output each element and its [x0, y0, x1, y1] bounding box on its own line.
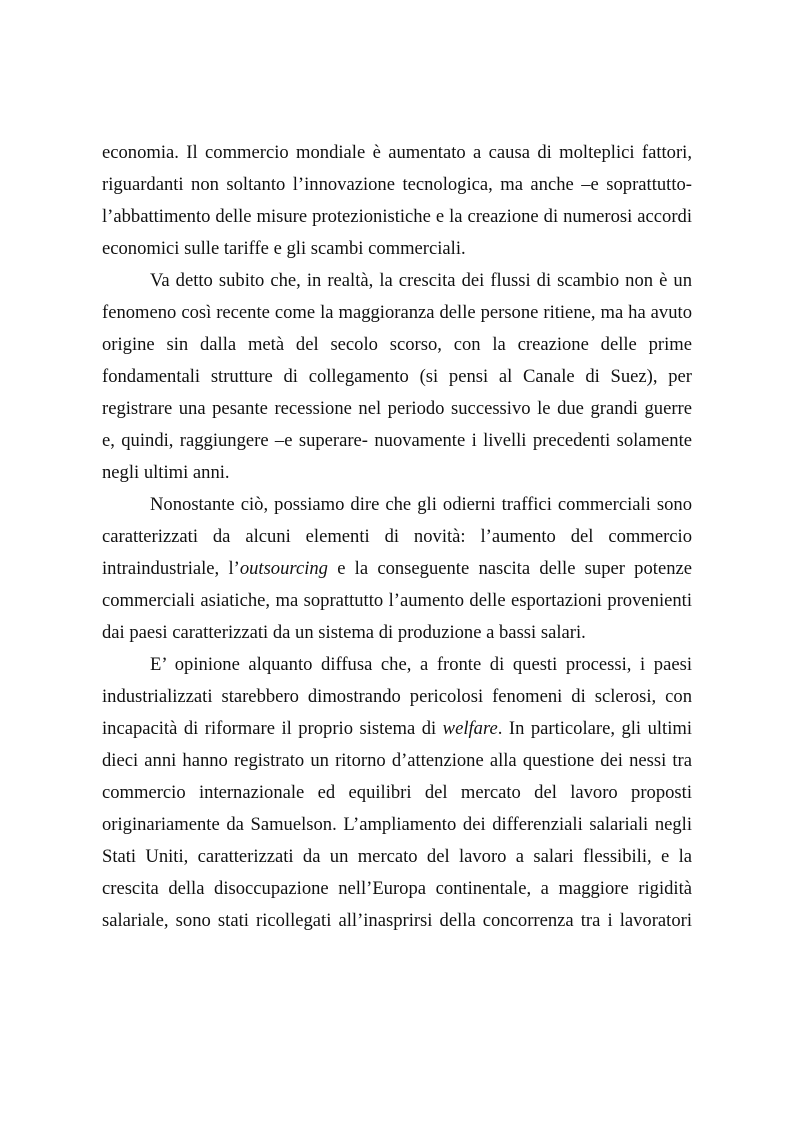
- text-line-with-emphasis: [102, 553, 692, 585]
- paragraph-3: [102, 489, 692, 649]
- paragraph-4: [102, 649, 692, 937]
- paragraph-1: [102, 137, 692, 265]
- text-segment: e la conseguente nascita delle super potenze: [327, 558, 692, 579]
- text-line: dieci anni hanno registrato un ritorno d’attenzione alla questione dei nessi tra: [102, 750, 692, 771]
- text-line-with-emphasis: [102, 713, 692, 745]
- text-line: e, quindi, raggiungere –e superare- nuovamente i livelli precedenti solamente: [102, 430, 692, 451]
- paragraph-2: [102, 265, 692, 489]
- document-body: [102, 137, 692, 937]
- text-line: negli ultimi anni.: [102, 462, 230, 483]
- emphasized-term: welfare: [442, 718, 498, 739]
- text-line: crescita della disoccupazione nell’Europa continentale, a maggiore rigidità: [102, 878, 692, 899]
- text-segment: . In particolare, gli ultimi: [497, 718, 692, 739]
- text-line: economici sulle tariffe e gli scambi commerciali.: [102, 238, 466, 259]
- text-line: Va detto subito che, in realtà, la crescita dei flussi di scambio non è un: [150, 270, 692, 291]
- text-segment: intraindustriale, l’: [102, 558, 240, 579]
- text-line: Nonostante ciò, possiamo dire che gli odierni traffici commerciali sono: [150, 494, 692, 515]
- text-line: Stati Uniti, caratterizzati da un mercato del lavoro a salari flessibili, e la: [102, 846, 692, 867]
- text-line: commerciali asiatiche, ma soprattutto l’aumento delle esportazioni provenienti: [102, 590, 692, 611]
- text-line: originariamente da Samuelson. L’ampliamento dei differenziali salariali negli: [102, 814, 692, 835]
- text-line: caratterizzati da alcuni elementi di novità: l’aumento del commercio: [102, 526, 692, 547]
- text-line: salariale, sono stati ricollegati all’inasprirsi della concorrenza tra i lavoratori: [102, 910, 692, 931]
- text-line: l’abbattimento delle misure protezionistiche e la creazione di numerosi accordi: [102, 206, 692, 227]
- text-line: economia. Il commercio mondiale è aumentato a causa di molteplici fattori,: [102, 142, 692, 163]
- text-line: commercio internazionale ed equilibri del mercato del lavoro proposti: [102, 782, 692, 803]
- text-line: E’ opinione alquanto diffusa che, a fronte di questi processi, i paesi: [150, 654, 692, 675]
- emphasized-term: outsourcing: [239, 558, 328, 579]
- text-line: industrializzati starebbero dimostrando pericolosi fenomeni di sclerosi, con: [102, 686, 692, 707]
- text-line: fenomeno così recente come la maggioranza delle persone ritiene, ma ha avuto: [102, 302, 692, 323]
- text-line: registrare una pesante recessione nel periodo successivo le due grandi guerre: [102, 398, 692, 419]
- text-line: origine sin dalla metà del secolo scorso, con la creazione delle prime: [102, 334, 692, 355]
- text-line: dai paesi caratterizzati da un sistema di produzione a bassi salari.: [102, 622, 586, 643]
- text-line: fondamentali strutture di collegamento (si pensi al Canale di Suez), per: [102, 366, 692, 387]
- text-line: riguardanti non soltanto l’innovazione tecnologica, ma anche –e soprattutto-: [102, 174, 692, 195]
- text-segment: incapacità di riformare il proprio sistema di: [102, 718, 443, 739]
